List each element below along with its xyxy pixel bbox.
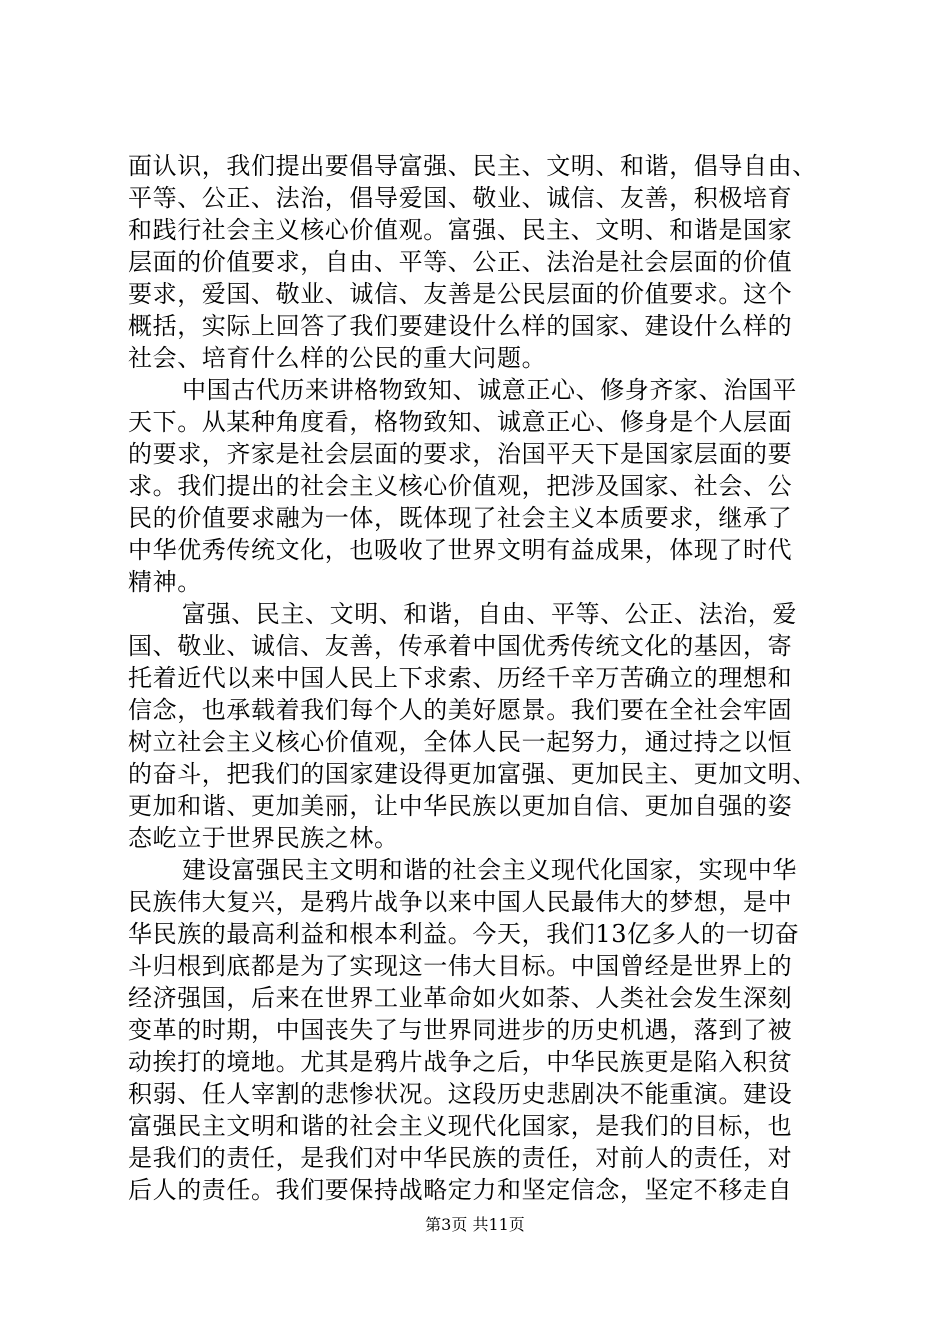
text-line: 的要求，齐家是社会层面的要求，治国平天下是国家层面的要 xyxy=(128,440,793,468)
text-line: 中国古代历来讲格物致知、诚意正心、修身齐家、治国平 xyxy=(182,376,797,404)
text-line: 天下。从某种角度看，格物致知、诚意正心、修身是个人层面 xyxy=(128,408,793,436)
paragraph-ancient-china xyxy=(128,374,828,598)
text-line: 的奋斗，把我们的国家建设得更加富强、更加民主、更加文明、 xyxy=(128,760,817,788)
page-number-label: 第3页 共11页 xyxy=(425,1215,525,1234)
text-line: 建设富强民主文明和谐的社会主义现代化国家，实现中华 xyxy=(182,856,797,884)
body-text xyxy=(128,150,828,1206)
text-line: 经济强国，后来在世界工业革命如火如荼、人类社会发生深刻 xyxy=(128,984,793,1012)
text-line: 平等、公正、法治，倡导爱国、敬业、诚信、友善，积极培育 xyxy=(128,184,793,212)
text-line: 华民族的最高利益和根本利益。今天，我们13亿多人的一切奋 xyxy=(128,920,800,948)
paragraph-core-values xyxy=(128,598,828,854)
text-line: 中华优秀传统文化，也吸收了世界文明有益成果，体现了时代 xyxy=(128,536,793,564)
text-line: 富强、民主、文明、和谐，自由、平等、公正、法治，爱 xyxy=(182,600,797,628)
text-line: 层面的价值要求，自由、平等、公正、法治是社会层面的价值 xyxy=(128,248,793,276)
paragraph-values-overview xyxy=(128,150,828,374)
text-line: 是我们的责任，是我们对中华民族的责任，对前人的责任，对 xyxy=(128,1144,793,1172)
text-line: 国、敬业、诚信、友善，传承着中国优秀传统文化的基因，寄 xyxy=(128,632,793,660)
text-line: 积弱、任人宰割的悲惨状况。这段历史悲剧决不能重演。建设 xyxy=(128,1080,793,1108)
text-line: 和践行社会主义核心价值观。富强、民主、文明、和谐是国家 xyxy=(128,216,793,244)
text-line: 变革的时期，中国丧失了与世界同进步的历史机遇，落到了被 xyxy=(128,1016,793,1044)
text-line: 面认识，我们提出要倡导富强、民主、文明、和谐，倡导自由、 xyxy=(128,152,817,180)
text-line: 民的价值要求融为一体，既体现了社会主义本质要求，继承了 xyxy=(128,504,793,532)
page-footer xyxy=(0,1215,950,1235)
text-line: 民族伟大复兴，是鸦片战争以来中国人民最伟大的梦想，是中 xyxy=(128,888,793,916)
text-line: 斗归根到底都是为了实现这一伟大目标。中国曾经是世界上的 xyxy=(128,952,793,980)
text-line: 精神。 xyxy=(128,568,202,596)
text-line: 更加和谐、更加美丽，让中华民族以更加自信、更加自强的姿 xyxy=(128,792,793,820)
text-line: 态屹立于世界民族之林。 xyxy=(128,824,399,852)
text-line: 概括，实际上回答了我们要建设什么样的国家、建设什么样的 xyxy=(128,312,793,340)
text-line: 社会、培育什么样的公民的重大问题。 xyxy=(128,344,547,372)
text-line: 托着近代以来中国人民上下求索、历经千辛万苦确立的理想和 xyxy=(128,664,793,692)
text-line: 要求，爱国、敬业、诚信、友善是公民层面的价值要求。这个 xyxy=(128,280,793,308)
text-line: 动挨打的境地。尤其是鸦片战争之后，中华民族更是陷入积贫 xyxy=(128,1048,793,1076)
text-line: 求。我们提出的社会主义核心价值观，把涉及国家、社会、公 xyxy=(128,472,793,500)
text-line: 树立社会主义核心价值观，全体人民一起努力，通过持之以恒 xyxy=(128,728,793,756)
text-line: 信念，也承载着我们每个人的美好愿景。我们要在全社会牢固 xyxy=(128,696,793,724)
text-line: 富强民主文明和谐的社会主义现代化国家，是我们的目标，也 xyxy=(128,1112,793,1140)
paragraph-modernization xyxy=(128,854,828,1206)
text-line: 后人的责任。我们要保持战略定力和坚定信念，坚定不移走自 xyxy=(128,1176,793,1204)
